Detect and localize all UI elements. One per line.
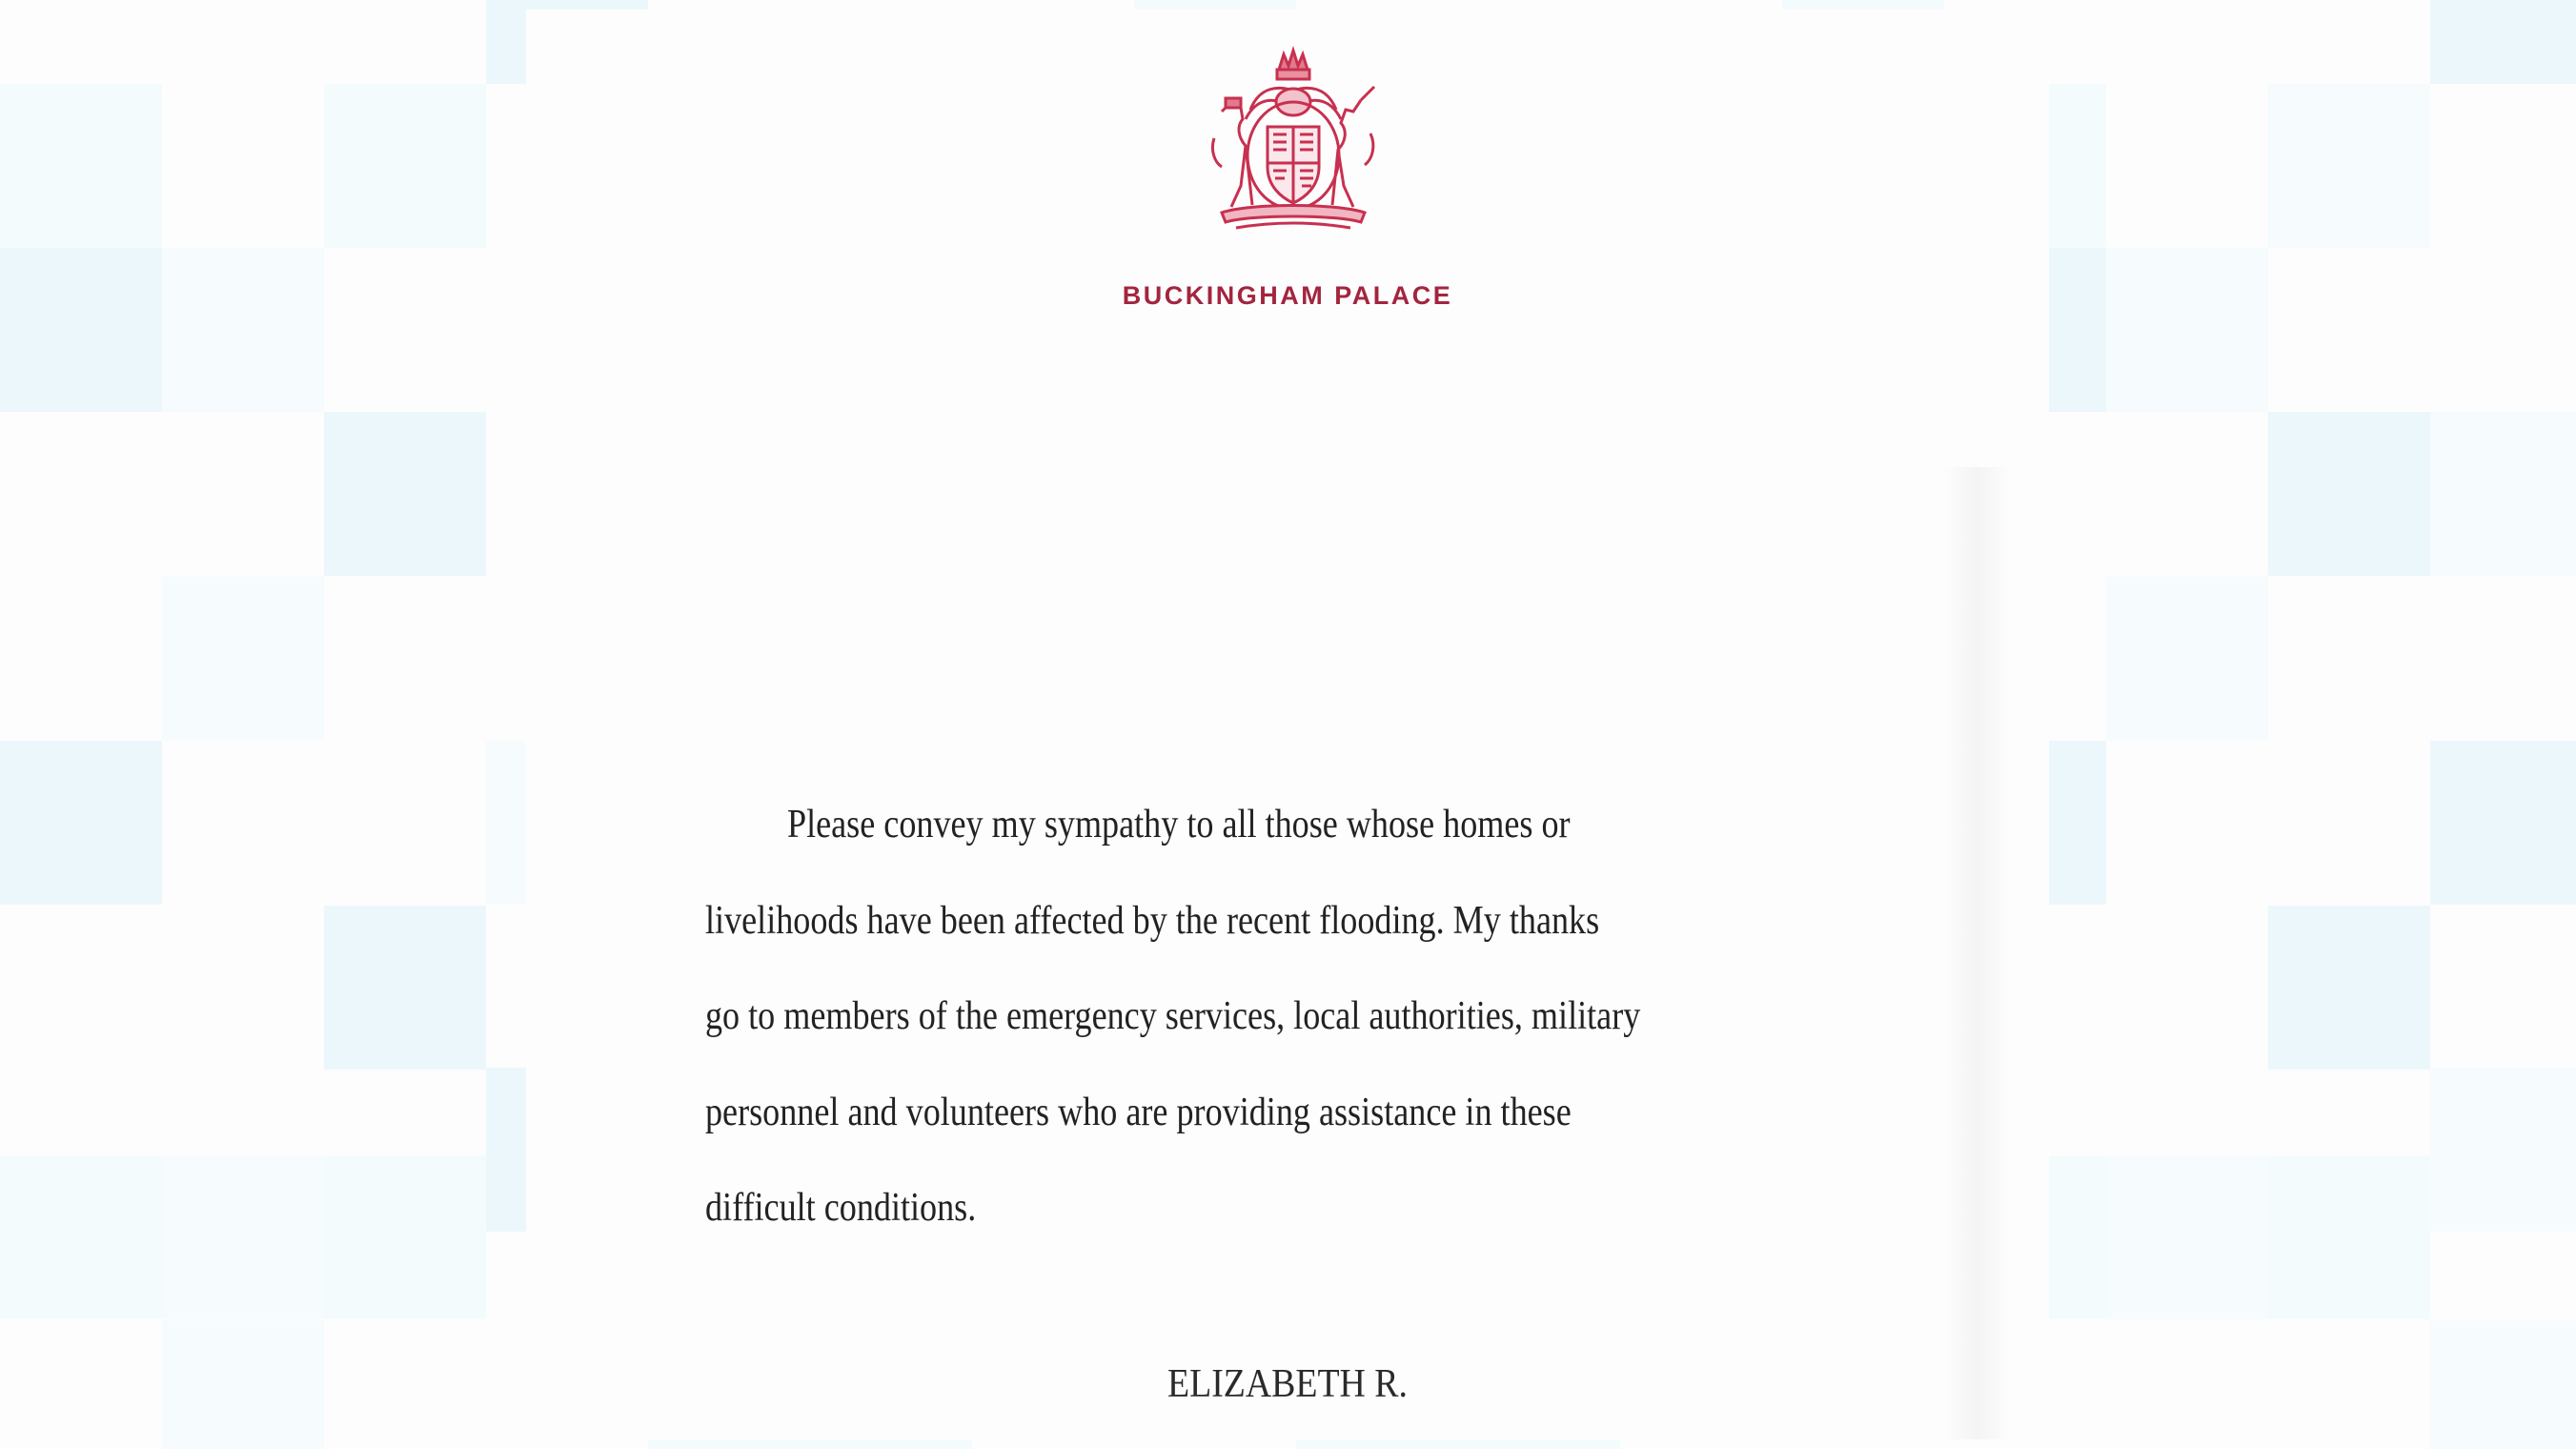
bg-tile bbox=[2049, 741, 2106, 905]
bg-tile bbox=[162, 577, 324, 741]
bg-tile bbox=[2430, 741, 2576, 905]
bg-tile bbox=[2106, 1155, 2268, 1319]
scan-artifact bbox=[1944, 467, 2011, 1439]
bg-tile bbox=[324, 84, 486, 248]
bg-tile bbox=[162, 1155, 324, 1319]
body-line: difficult conditions. bbox=[705, 1186, 977, 1230]
letter-page bbox=[526, 10, 2049, 1439]
bg-tile bbox=[2268, 412, 2430, 576]
bg-tile bbox=[2106, 577, 2268, 741]
bg-tile bbox=[324, 906, 486, 1070]
royal-coat-of-arms-icon bbox=[1193, 43, 1393, 243]
bg-tile bbox=[1782, 0, 1944, 10]
letter-body bbox=[705, 777, 1730, 1256]
body-line: livelihoods have been affected by the recent flooding. My thanks bbox=[705, 898, 1600, 943]
bg-tile bbox=[2268, 906, 2430, 1070]
bg-tile bbox=[162, 248, 324, 412]
bg-tile bbox=[2049, 1155, 2106, 1319]
letterhead-title: BUCKINGHAM PALACE bbox=[1122, 281, 1453, 310]
signature: ELIZABETH R. bbox=[1167, 1362, 1408, 1406]
bg-tile bbox=[0, 741, 162, 905]
bg-tile bbox=[2430, 1320, 2576, 1449]
bg-tile bbox=[648, 1439, 972, 1449]
bg-tile bbox=[2430, 0, 2576, 84]
bg-tile bbox=[2268, 84, 2430, 248]
bg-tile bbox=[2049, 248, 2106, 412]
bg-tile bbox=[1134, 0, 1296, 10]
bg-tile bbox=[162, 1320, 324, 1449]
bg-tile bbox=[1296, 1439, 1620, 1449]
bg-tile bbox=[2106, 248, 2268, 412]
bg-tile bbox=[324, 1155, 486, 1319]
bg-tile bbox=[0, 84, 162, 248]
body-line: personnel and volunteers who are providing assistance in these bbox=[705, 1090, 1572, 1134]
bg-tile bbox=[2268, 1155, 2430, 1319]
bg-tile bbox=[0, 1155, 162, 1319]
bg-tile bbox=[2430, 412, 2576, 576]
bg-tile bbox=[2049, 84, 2106, 248]
body-line: Please convey my sympathy to all those whose homes or bbox=[787, 803, 1571, 847]
body-line: go to members of the emergency services, local authorities, military bbox=[705, 994, 1641, 1038]
bg-tile bbox=[324, 412, 486, 576]
bg-tile bbox=[0, 248, 162, 412]
bg-tile bbox=[2430, 1068, 2576, 1232]
